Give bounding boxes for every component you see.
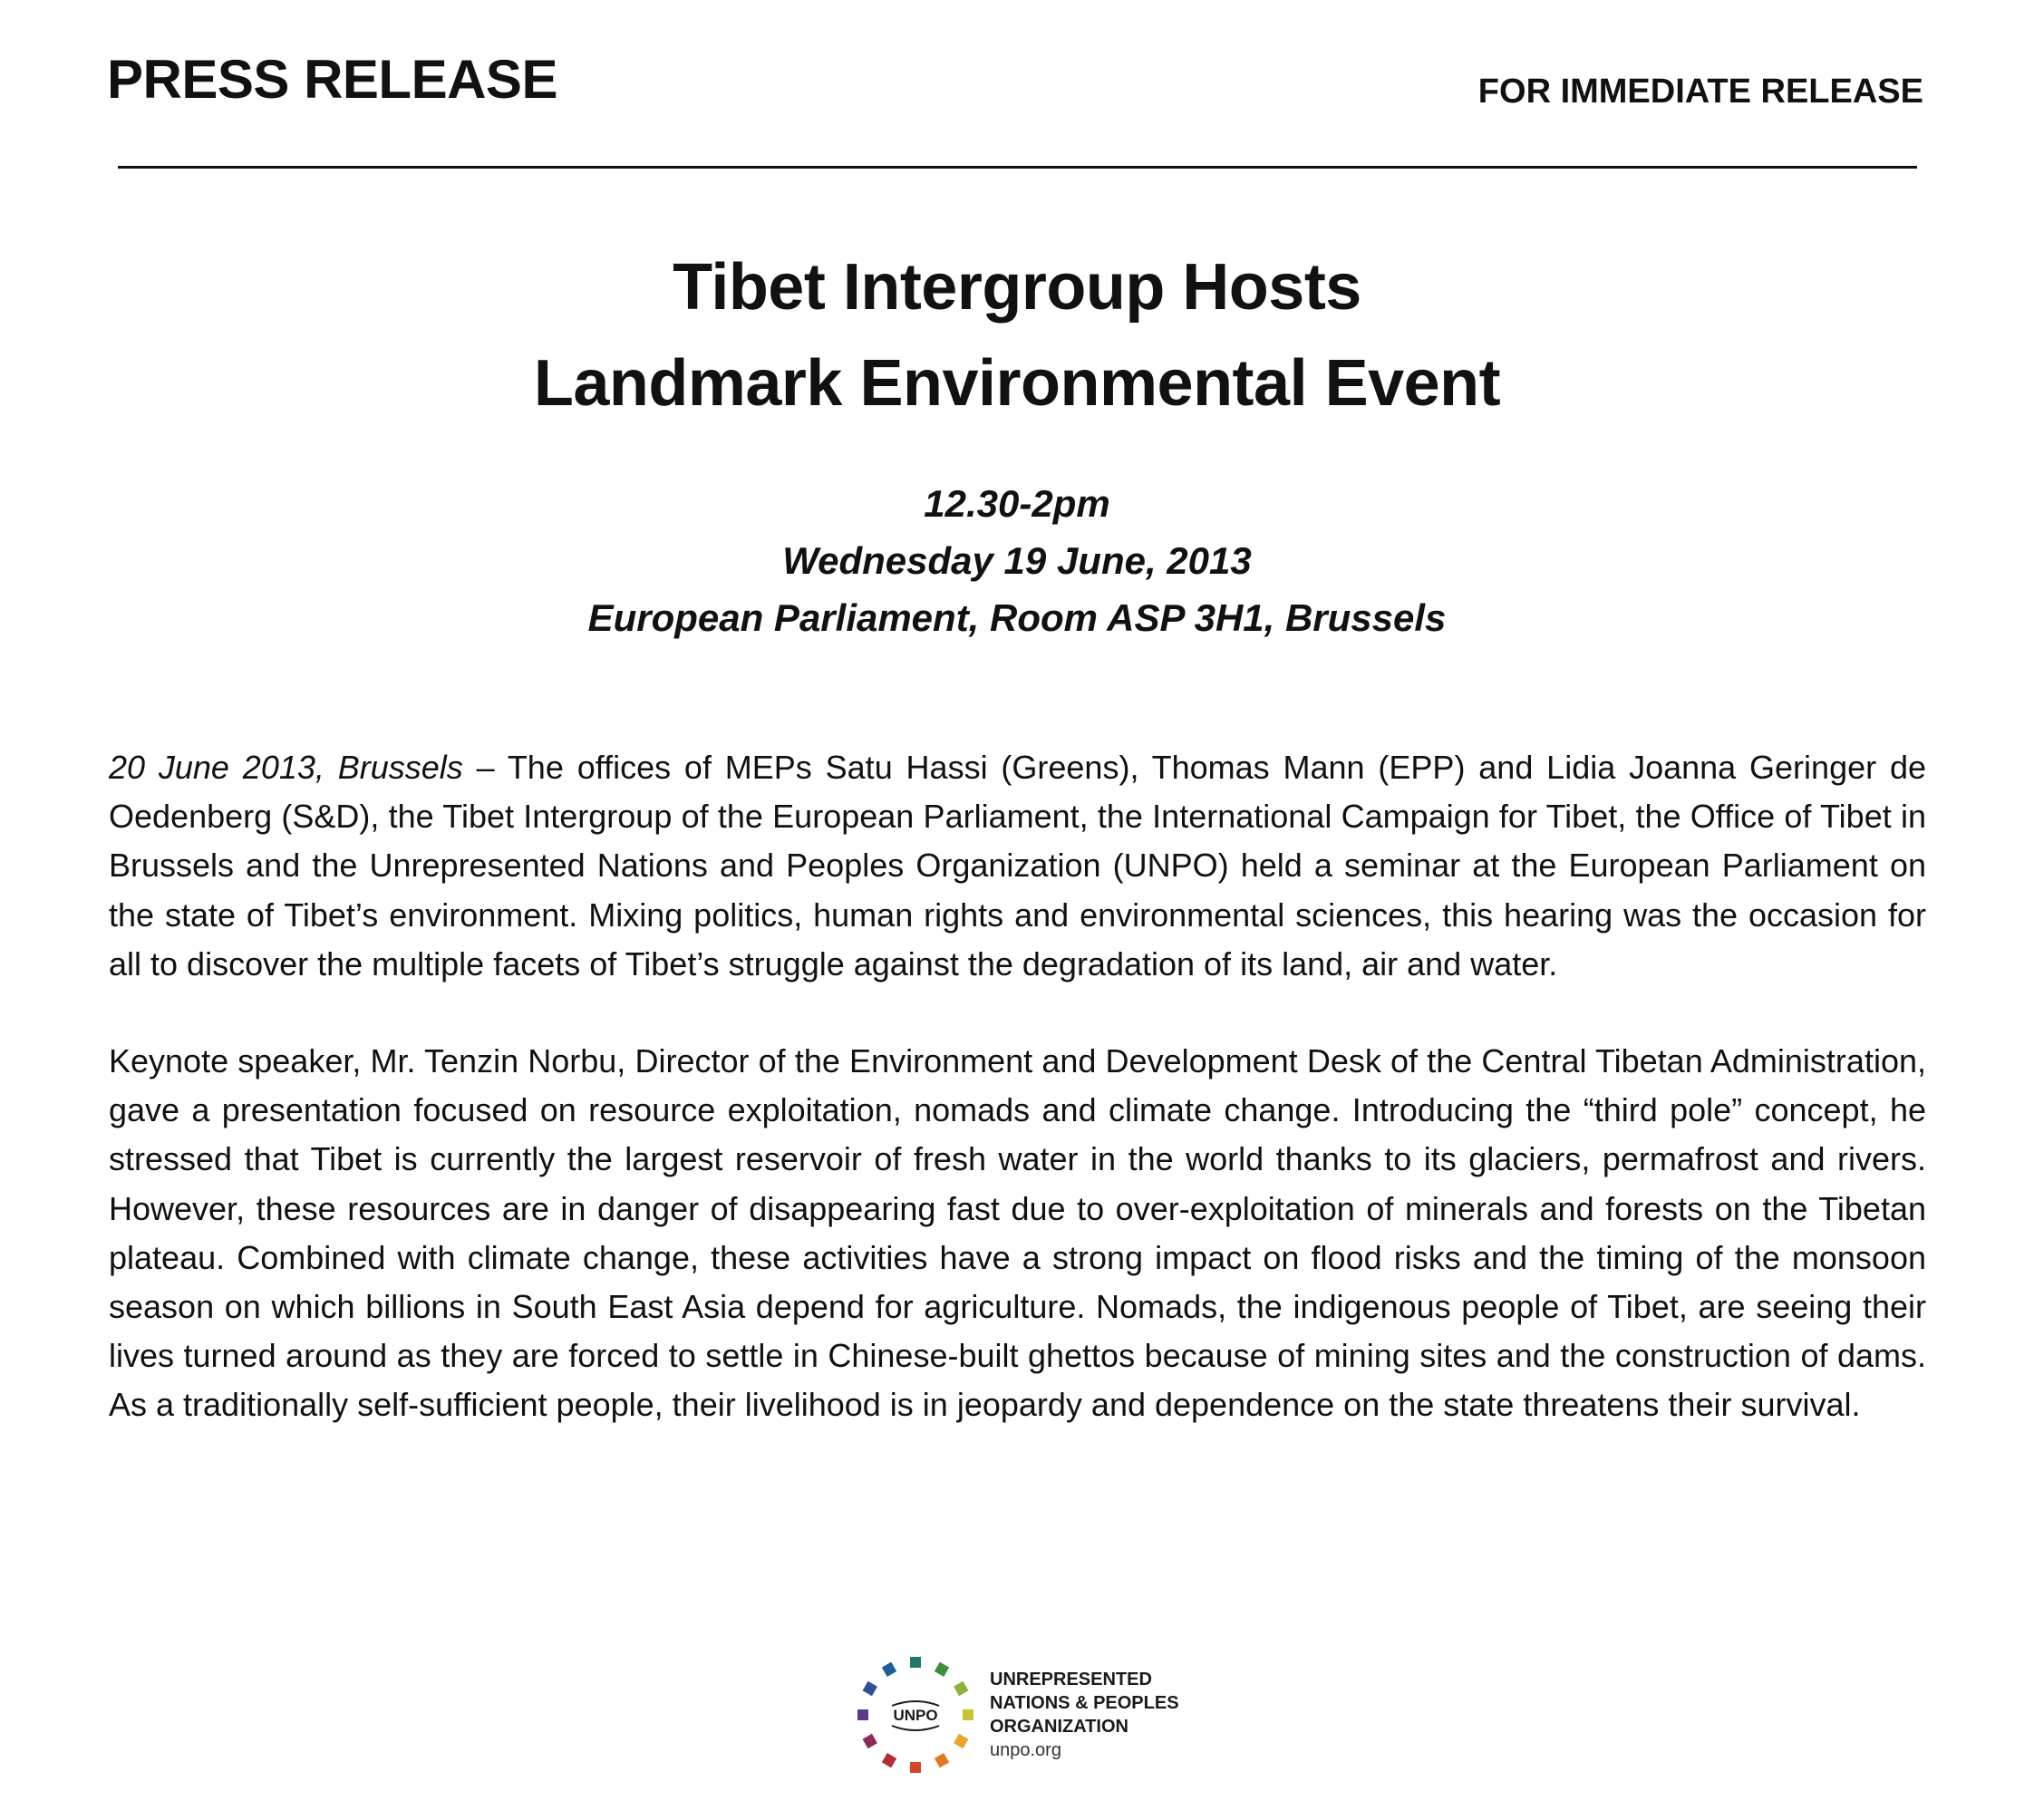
ring-segment (882, 1662, 896, 1677)
org-url: unpo.org (990, 1740, 1061, 1760)
org-name-line-2: NATIONS & PEOPLES (990, 1693, 1179, 1713)
article-body (109, 743, 1926, 1478)
paragraph-1-text: – The offices of MEPs Satu Hassi (Greens), Thomas Mann (EPP) and Lidia Joanna Geringer de Oedenberg (S&D), the Tibet Intergroup of the European Parliament, the International Campaign for Tibet, the Office of Tibet in Brussels and the Unrepresented Nations and Peoples Organization (UNPO) held a seminar at the European Parliament on the state of Tibet’s environment. Mixing politics, human rights and environmental sciences, this hearing was the occasion for all to discover the multiple facets of Tibet’s struggle against the degradation of its land, air and water. (109, 749, 1926, 983)
ring-segment (863, 1681, 877, 1696)
ring-segment (882, 1753, 896, 1767)
headline-line-2: Landmark Environmental Event (533, 347, 1501, 420)
paragraph-2: Keynote speaker, Mr. Tenzin Norbu, Director of the Environment and Development Desk of the Central Tibetan Administration, gave a presentation focused on resource exploitation, nomads and climate change. Introducing the “third pole” concept, he stressed that Tibet is currently the largest reservoir of fresh water in the world thanks to its glaciers, permafrost and rivers. However, these resources are in danger of disappearing fast due to over-exploitation of minerals and forests on the Tibetan plateau. Combined with climate change, these activities have a strong impact on flood risks and the timing of the monsoon season on which billions in South East Asia depend for agriculture. Nomads, the indigenous people of Tibet, are seeing their lives turned around as they are forced to settle in Chinese-built ghettos because of mining sites and the construction of dams. As a traditionally self-sufficient people, their livelihood is in jeopardy and dependence on the state threatens their survival. (109, 1042, 1926, 1424)
unpo-logo (852, 1651, 1233, 1778)
unpo-org-name (990, 1668, 1179, 1762)
ring-segment (910, 1762, 921, 1773)
org-name-line-3: ORGANIZATION (990, 1717, 1128, 1737)
ring-segment (963, 1709, 973, 1720)
immediate-release-label: FOR IMMEDIATE RELEASE (1477, 73, 1923, 111)
event-date: Wednesday 19 June, 2013 (782, 539, 1252, 582)
dateline: 20 June 2013, Brussels (109, 749, 463, 786)
org-name-line-1: UNREPRESENTED (990, 1670, 1152, 1689)
paragraph-1 (109, 743, 1926, 989)
ring-segment (863, 1734, 877, 1748)
ring-segment (935, 1753, 949, 1767)
ring-segment (954, 1734, 968, 1748)
unpo-wordmark: UNPO (893, 1707, 938, 1724)
headline-line-1: Tibet Intergroup Hosts (673, 251, 1361, 324)
event-location: European Parliament, Room ASP 3H1, Brussels (587, 596, 1447, 639)
ring-segment (935, 1662, 949, 1677)
ring-segment (910, 1657, 921, 1668)
event-details (0, 475, 2034, 646)
header-divider (118, 166, 1917, 169)
event-time: 12.30-2pm (924, 482, 1110, 525)
unpo-ring-icon (852, 1651, 979, 1778)
headline (0, 239, 2034, 431)
press-release-label: PRESS RELEASE (107, 49, 557, 110)
ring-segment (857, 1709, 868, 1720)
ring-segment (954, 1681, 968, 1696)
